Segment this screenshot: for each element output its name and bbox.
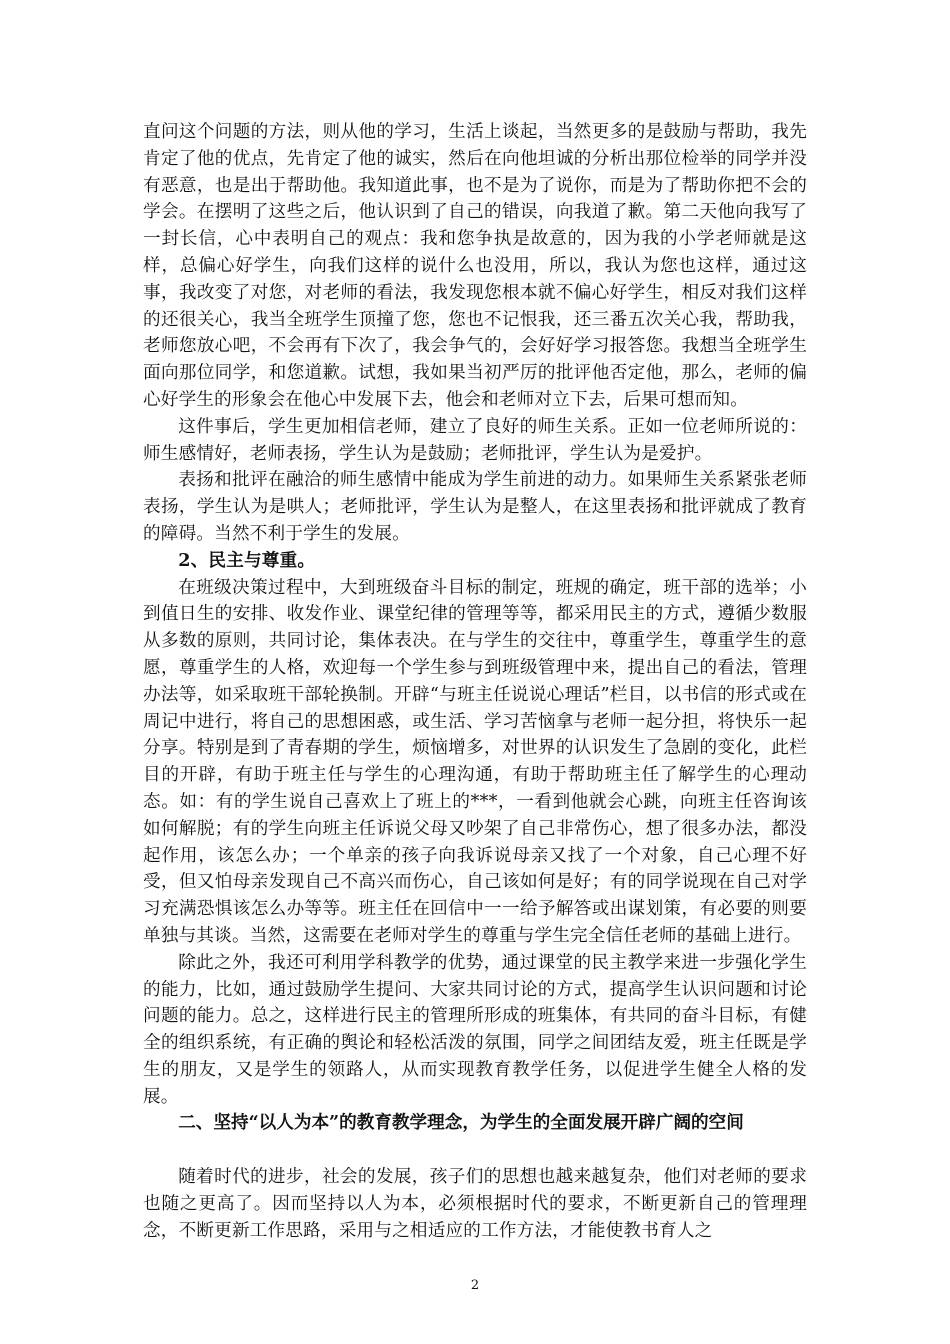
section-heading: 二、坚持“以人为本”的教育教学理念，为学生的全面发展开辟广阔的空间 [178,1112,744,1134]
paragraph-teacher-student-relation: 这件事后，学生更加相信老师，建立了良好的师生关系。正如一位老师所说的：师生感情好，老师表扬，学生认为是鼓励；老师批评，学生认为是爱护。 [143,416,807,464]
paragraph-continuation: 直问这个问题的方法，则从他的学习，生活上谈起，当然更多的是鼓励与帮助，我先肯定了他的优点，先肯定了他的诚实，然后在向他坦诚的分析出那位检举的同学并没有恶意，也是出于帮助他。我知道此事，也不是为了说你，而是为了帮助你把不会的学会。在摆明了这些之后，他认识到了自己的错误，向我道了歉。第二天他向我写了一封长信，心中表明自己的观点：我和您争执是故意的，因为我的小学老师就是这样，总偏心好学生，向我们这样的说什么也没用，所以，我认为您也这样，通过这事，我改变了对您，对老师的看法，我发现您根本就不偏心好学生，相反对我们这样的还很关心，我当全班学生顶撞了您，您也不记恨我，还三番五次关心我，帮助我，老师您放心吧，不会再有下次了，我会争气的，会好好学习报答您。我想当全班学生面向那位同学，和您道歉。试想，我如果当初严厉的批评他否定他，那么，老师的偏心好学生的形象会在他心中发展下去，他会和老师对立下去，后果可想而知。 [143,122,807,410]
paragraph-subject-teaching: 除此之外，我还可利用学科教学的优势，通过课堂的民主教学来进一步强化学生的能力，比如，通过鼓励学生提问、大家共同讨论的方式，提高学生认识问题和讨论问题的能力。总之，这样进行民主的管理所形成的班集体，有共同的奋斗目标，有健全的组织系统，有正确的舆论和轻松活泼的氛围，同学之间团结友爱，班主任既是学生的朋友，又是学生的领路人，从而实现教育教学任务，以促进学生健全人格的发展。 [143,952,807,1107]
page-number: 2 [470,1278,480,1293]
paragraph-closing: 随着时代的进步，社会的发展，孩子们的思想也越来越复杂，他们对老师的要求也随之更高了。因而坚持以人为本，必须根据时代的要求，不断更新自己的管理理念，不断更新工作思路，采用与之相适应的工作方法，才能使教书育人之 [143,1167,807,1241]
blank-line [143,1137,807,1164]
body-text [143,119,807,1244]
subheading-democracy-respect: 2、民主与尊重。 [178,549,316,571]
paragraph-praise-criticism: 表扬和批评在融洽的师生感情中能成为学生前进的动力。如果师生关系紧张老师表扬，学生认为是哄人；老师批评，学生认为是整人，在这里表扬和批评就成了教育的障碍。当然不利于学生的发展。 [143,470,807,544]
paragraph-class-decisions: 在班级决策过程中，大到班级奋斗目标的制定，班规的确定，班干部的选举；小到值日生的安排、收发作业、课堂纪律的管理等等，都采用民主的方式，遵循少数服从多数的原则，共同讨论，集体表决。在与学生的交往中，尊重学生，尊重学生的意愿，尊重学生的人格，欢迎每一个学生参与到班级管理中来，提出自己的看法，管理办法等，如采取班干部轮换制。开辟“与班主任说说心理话”栏目，以书信的形式或在周记中进行，将自己的思想困惑，或生活、学习苦恼拿与老师一起分担，将快乐一起分享。特别是到了青春期的学生，烦恼增多，对世界的认识发生了急剧的变化，此栏目的开辟，有助于班主任与学生的心理沟通，有助于帮助班主任了解学生的心理动态。如：有的学生说自己喜欢上了班上的***，一看到他就会心跳，向班主任咨询该如何解脱；有的学生向班主任诉说父母又吵架了自己非常伤心，想了很多办法，都没起作用，该怎么办；一个单亲的孩子向我诉说母亲又找了一个对象，自己心理不好受，但又怕母亲发现自己不高兴而伤心，自己该如何是好；有的同学说现在自己对学习充满恐惧该怎么办等等。班主任在回信中一一给予解答或出谋划策，有必要的则要单独与其谈。当然，这需要在老师对学生的尊重与学生完全信任老师的基础上进行。 [143,577,807,946]
